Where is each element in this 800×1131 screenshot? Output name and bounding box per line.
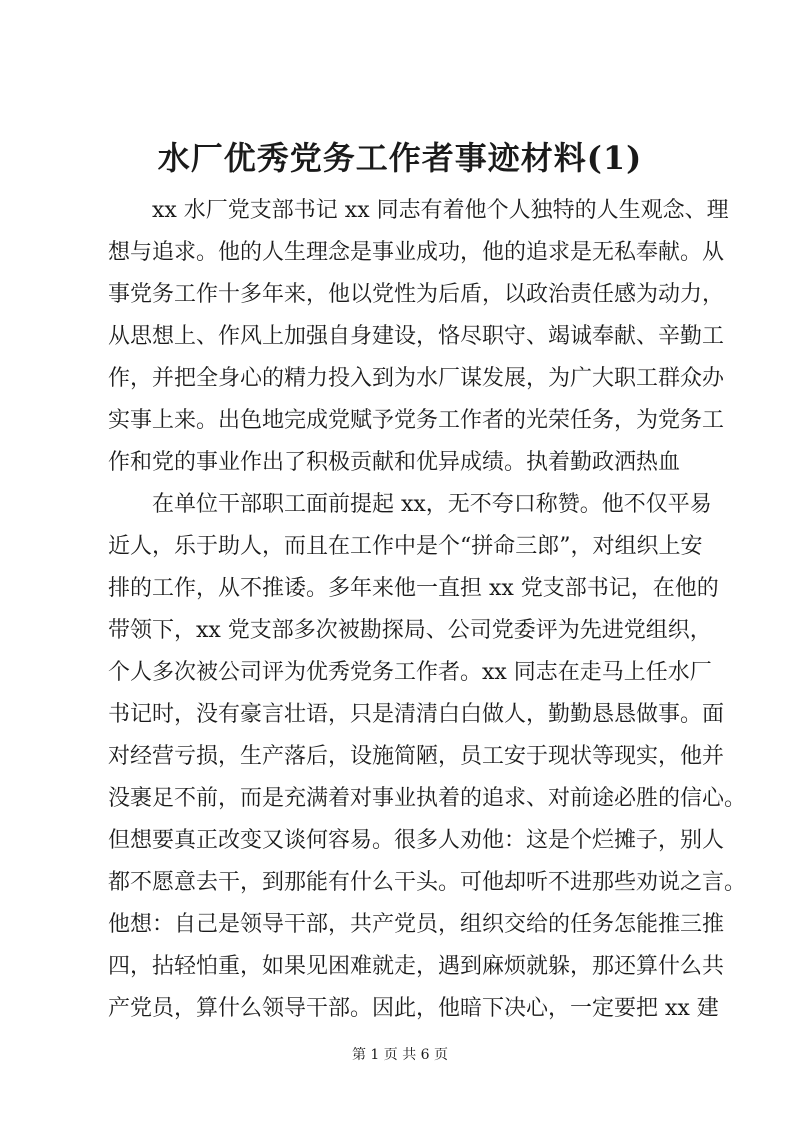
paragraph-1-line-4: 从思想上、作风上加强自身建设，恪尽职守、竭诚奉献、辛勤工 — [108, 324, 725, 349]
paragraph-1-line-1: xx 水厂党支部书记 xx 同志有着他个人独特的人生观念、理 — [152, 198, 729, 223]
paragraph-2-line-8: 没裹足不前，而是充满着对事业执着的追求、对前途必胜的信心。 — [108, 786, 747, 811]
paragraph-2-line-10: 都不愿意去干，到那能有什么干头。可他却听不进那些劝说之言。 — [108, 870, 747, 895]
paragraph-2-line-7: 对经营亏损，生产落后，设施简陋，员工安于现状等现实，他并 — [108, 744, 725, 769]
paragraph-2-line-11: 他想：自己是领导干部，共产党员，组织交给的任务怎能推三推 — [108, 912, 725, 937]
paragraph-2-line-3: 排的工作，从不推诿。多年来他一直担 xx 党支部书记，在他的 — [108, 576, 719, 601]
paragraph-1-line-5: 作，并把全身心的精力投入到为水厂谋发展，为广大职工群众办 — [108, 366, 725, 391]
paragraph-1-line-2: 想与追求。他的人生理念是事业成功，他的追求是无私奉献。从 — [108, 240, 725, 265]
paragraph-1-line-3: 事党务工作十多年来，他以党性为后盾，以政治责任感为动力， — [108, 282, 725, 307]
paragraph-2-line-4: 带领下，xx 党支部多次被勘探局、公司党委评为先进党组织， — [108, 618, 712, 643]
page-footer: 第 1 页 共 6 页 — [351, 1047, 449, 1063]
paragraph-1-line-6: 实事上来。出色地完成党赋予党务工作者的光荣任务，为党务工 — [108, 408, 725, 433]
paragraph-2-line-6: 书记时，没有豪言壮语，只是清清白白做人，勤勤恳恳做事。面 — [108, 702, 725, 727]
document-title: 水厂优秀党务工作者事迹材料(1) — [157, 139, 643, 177]
paragraph-2-line-13: 产党员，算什么领导干部。因此，他暗下决心，一定要把 xx 建 — [108, 996, 719, 1021]
paragraph-2-line-5: 个人多次被公司评为优秀党务工作者。xx 同志在走马上任水厂 — [108, 660, 712, 685]
paragraph-2-line-9: 但想要真正改变又谈何容易。很多人劝他：这是个烂摊子，别人 — [108, 828, 725, 853]
paragraph-2-line-1: 在单位干部职工面前提起 xx，无不夸口称赞。他不仅平易 — [152, 492, 712, 517]
paragraph-1-line-7: 作和党的事业作出了积极贡献和优异成绩。执着勤政洒热血 — [108, 450, 681, 475]
paragraph-2-line-2: 近人，乐于助人，而且在工作中是个“拼命三郎”，对组织上安 — [108, 534, 703, 559]
paragraph-2-line-12: 四，拈轻怕重，如果见困难就走，遇到麻烦就躲，那还算什么共 — [108, 954, 725, 979]
